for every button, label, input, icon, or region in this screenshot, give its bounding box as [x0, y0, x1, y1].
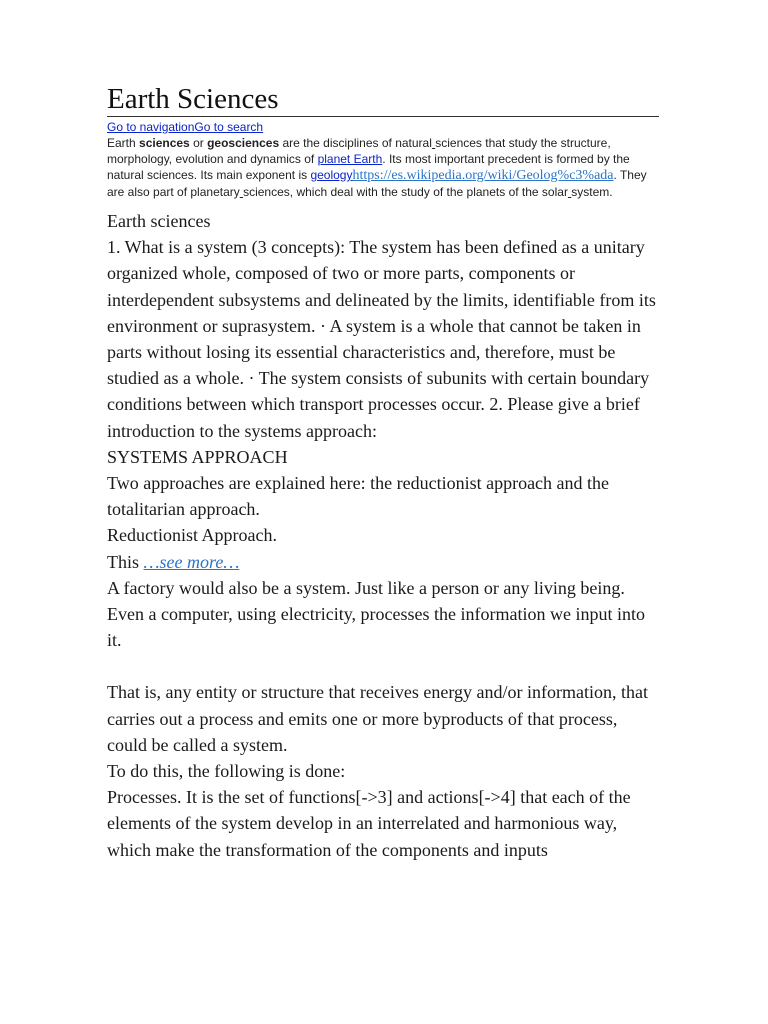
- wikipedia-link[interactable]: https://es.wikipedia.org/wiki/Geolog%c3%ada: [352, 168, 614, 183]
- geology-link[interactable]: geology: [310, 168, 353, 182]
- see-more-link[interactable]: …see more…: [143, 551, 240, 572]
- intro-text: . Its most important precedent is formed by the natural sciences. Its main exponent is: [107, 152, 630, 182]
- intro-bold-geosciences: geosciences: [207, 136, 280, 150]
- paragraph-reductionist-approach: Reductionist Approach.: [107, 525, 277, 546]
- go-to-search-link[interactable]: Go to search: [194, 120, 264, 134]
- paragraph-see-more: [107, 549, 659, 575]
- nav-links: [107, 119, 659, 135]
- paragraph-two-approaches: Two approaches are explained here: the reductionist approach and the totalitarian approach.: [107, 473, 610, 520]
- intro-text: . They are also part of planetary: [107, 168, 647, 199]
- planet-earth-link[interactable]: planet Earth: [317, 152, 383, 166]
- blank-line: [107, 653, 659, 679]
- document-content: [107, 82, 659, 863]
- paragraph-computer: Even a computer, using electricity, processes the information we input into it.: [107, 604, 645, 651]
- intro-text: or: [189, 136, 208, 150]
- paragraph-processes: Processes. It is the set of functions[->3] and actions[->4] that each of the elements of the system develop in an interrelated and harmonious way, which make the transformation of the components and inputs: [107, 787, 631, 860]
- intro-bold-sciences: sciences: [139, 136, 190, 150]
- intro-text: sciences that study the structure, morphology, evolution and dynamics of: [107, 136, 611, 166]
- page-title: Earth Sciences: [107, 82, 659, 117]
- paragraph-system-definition: 1. What is a system (3 concepts): The system has been defined as a unitary organized whole, composed of two or more parts, components or interdependent subsystems and delineated by the limits, identifiable from its environment or suprasystem. · A system is a whole that cannot be taken in parts without losing its essential characteristics and, therefore, must be studied as a whole. · The system consists of subunits with certain boundary conditions between which transport processes occur. 2. Please give a brief introduction to the systems approach:: [107, 237, 656, 441]
- intro-text: are the disciplines of natural: [279, 136, 432, 150]
- paragraph-to-do-this: To do this, the following is done:: [107, 761, 346, 782]
- paragraph-entity: That is, any entity or structure that receives energy and/or information, that carries out a process and emits one or more byproducts of that process, could be called a system.: [107, 682, 648, 755]
- intro-text: Earth: [107, 136, 140, 150]
- intro-paragraph: [107, 135, 659, 200]
- body-text: [107, 208, 659, 863]
- paragraph-systems-approach-heading: SYSTEMS APPROACH: [107, 446, 288, 467]
- intro-text: sciences, which deal with the study of the planets of the solar: [243, 185, 568, 199]
- see-more-prefix: This: [107, 551, 144, 572]
- paragraph-heading-earth-sciences: Earth sciences: [107, 211, 211, 231]
- go-to-navigation-link[interactable]: Go to navigation: [107, 120, 195, 134]
- paragraph-factory: A factory would also be a system. Just like a person or any living being.: [107, 577, 625, 598]
- intro-text: system.: [571, 185, 613, 199]
